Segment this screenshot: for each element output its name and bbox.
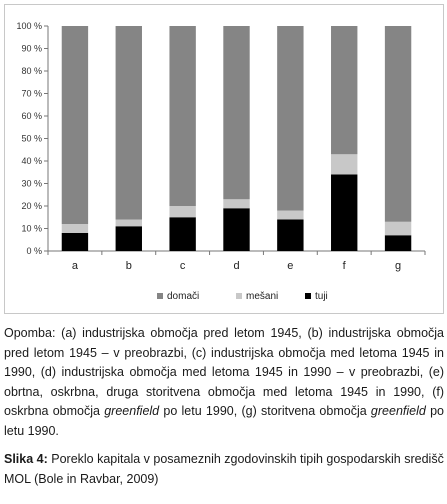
- bar-segment-c: [169, 206, 195, 217]
- bar-segment-e: [277, 26, 303, 211]
- legend-swatch-domači: [157, 293, 163, 299]
- chart-frame: [4, 4, 444, 314]
- bar-segment-f: [331, 154, 357, 174]
- x-tick-label: d: [233, 260, 240, 272]
- legend-swatch-mešani: [236, 293, 242, 299]
- x-tick-label: f: [342, 260, 346, 272]
- bar-segment-f: [331, 175, 357, 252]
- y-tick-label: 20 %: [21, 201, 42, 211]
- note-text-part-1: Opomba: (a) industrijska območja pred letom 1945, (b) industrijska območja pred letom 1945 – v preobrazbi, (c) industrijska območja med letoma 1945 in 1990, (d) industrijska območja med letoma 1945 in 1990 – v preobrazbi, (e) obrtna, oskrbna, druga storitvena območja med letoma 1945 in 1990, (f) oskrbna območja: [4, 326, 444, 418]
- x-tick-label: e: [287, 260, 294, 272]
- x-tick-label: g: [395, 260, 402, 272]
- bar-segment-a: [62, 26, 88, 224]
- stacked-bar-chart: [5, 5, 443, 313]
- bar-segment-b: [116, 220, 142, 227]
- x-tick-label: a: [71, 260, 78, 272]
- bar-segment-d: [223, 208, 249, 251]
- bar-segment-f: [331, 26, 357, 154]
- x-tick-label: c: [179, 260, 186, 272]
- legend-label-mešani: mešani: [246, 291, 279, 302]
- y-tick-label: 0 %: [26, 246, 42, 256]
- bar-segment-g: [385, 235, 411, 251]
- bar-segment-a: [62, 233, 88, 251]
- figure-label: Slika 4:: [4, 452, 48, 466]
- bar-segment-d: [223, 26, 249, 199]
- x-tick-label: b: [125, 260, 132, 272]
- figure-note: [4, 324, 444, 441]
- note-text-part-2: po letu 1990, (g) storitvena območja: [159, 404, 371, 418]
- y-tick-label: 40 %: [21, 156, 42, 166]
- note-text-part-3: po letu 1990.: [4, 404, 444, 438]
- legend-swatch-tuji: [305, 293, 311, 299]
- figure-caption: [4, 450, 444, 489]
- bar-segment-e: [277, 211, 303, 220]
- note-italic-greenfield-1: greenfield: [104, 404, 160, 418]
- bar-segment-b: [116, 26, 142, 220]
- caption-block: [4, 324, 444, 489]
- bar-segment-c: [169, 26, 195, 206]
- y-tick-label: 60 %: [21, 111, 42, 121]
- bar-segment-e: [277, 220, 303, 252]
- bar-segment-a: [62, 224, 88, 233]
- bar-segment-b: [116, 226, 142, 251]
- y-tick-label: 30 %: [21, 178, 42, 189]
- y-tick-label: 70 %: [21, 88, 42, 99]
- y-tick-label: 90 %: [21, 43, 42, 54]
- bar-segment-g: [385, 26, 411, 222]
- legend-label-tuji: tuji: [315, 291, 328, 302]
- legend-label-domači: domači: [167, 291, 200, 302]
- y-tick-label: 80 %: [21, 66, 42, 76]
- y-tick-label: 50 %: [21, 133, 42, 144]
- figure-caption-text: Poreklo kapitala v posameznih zgodovinskih tipih gospodarskih središč MOL (Bole in Ravbar, 2009): [4, 452, 444, 486]
- y-tick-label: 100 %: [16, 21, 42, 31]
- y-tick-label: 10 %: [21, 223, 42, 234]
- bar-segment-g: [385, 222, 411, 236]
- note-italic-greenfield-2: greenfield: [370, 404, 426, 418]
- bar-segment-c: [169, 217, 195, 251]
- bar-segment-d: [223, 199, 249, 208]
